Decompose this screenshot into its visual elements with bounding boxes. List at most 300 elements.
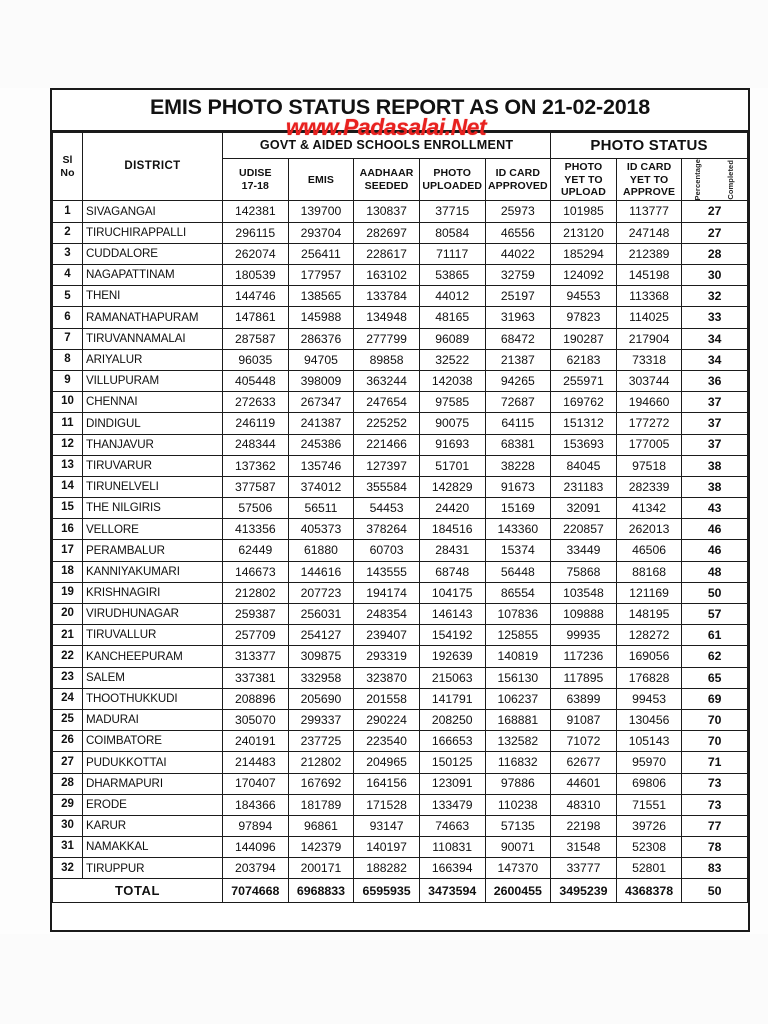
cell-photo-yet: 94553 <box>551 286 617 307</box>
table-row <box>53 476 748 497</box>
cell-sl-no: 7 <box>53 328 83 349</box>
cell-photo-yet: 190287 <box>551 328 617 349</box>
cell-photo-yet: 169762 <box>551 392 617 413</box>
cell-id-approved: 44022 <box>485 243 551 264</box>
cell-district: CUDDALORE <box>83 243 223 264</box>
cell-district: TIRUVALLUR <box>83 625 223 646</box>
cell-id-yet: 212389 <box>616 243 682 264</box>
cell-aadhaar: 171528 <box>354 794 420 815</box>
cell-udise: 413356 <box>223 519 289 540</box>
cell-aadhaar: 223540 <box>354 731 420 752</box>
table-row <box>53 794 748 815</box>
cell-id-yet: 46506 <box>616 540 682 561</box>
cell-udise: 144746 <box>223 286 289 307</box>
cell-sl-no: 31 <box>53 837 83 858</box>
cell-photo-yet: 220857 <box>551 519 617 540</box>
cell-photo-uploaded: 53865 <box>419 265 485 286</box>
cell-id-approved: 32759 <box>485 265 551 286</box>
cell-aadhaar: 89858 <box>354 349 420 370</box>
title-band <box>52 90 748 140</box>
cell-percentage: 70 <box>682 731 748 752</box>
cell-district: TIRUCHIRAPPALLI <box>83 222 223 243</box>
cell-udise: 262074 <box>223 243 289 264</box>
cell-sl-no: 1 <box>53 201 83 222</box>
cell-emis: 167692 <box>288 773 354 794</box>
cell-aadhaar: 293319 <box>354 646 420 667</box>
cell-photo-uploaded: 208250 <box>419 709 485 730</box>
cell-udise: 287587 <box>223 328 289 349</box>
cell-id-yet: 114025 <box>616 307 682 328</box>
cell-percentage: 73 <box>682 794 748 815</box>
cell-udise: 377587 <box>223 476 289 497</box>
cell-photo-yet: 213120 <box>551 222 617 243</box>
cell-percentage: 46 <box>682 519 748 540</box>
cell-district: SALEM <box>83 667 223 688</box>
cell-district: RAMANATHAPURAM <box>83 307 223 328</box>
cell-photo-uploaded: 68748 <box>419 561 485 582</box>
cell-udise: 246119 <box>223 413 289 434</box>
cell-id-yet: 177272 <box>616 413 682 434</box>
cell-district: PUDUKKOTTAI <box>83 752 223 773</box>
cell-total-emis: 6968833 <box>288 879 354 903</box>
cell-emis: 144616 <box>288 561 354 582</box>
cell-id-approved: 143360 <box>485 519 551 540</box>
cell-photo-yet: 231183 <box>551 476 617 497</box>
cell-photo-uploaded: 74663 <box>419 815 485 836</box>
cell-district: ERODE <box>83 794 223 815</box>
cell-id-yet: 52801 <box>616 858 682 879</box>
cell-sl-no: 9 <box>53 370 83 391</box>
cell-id-approved: 106237 <box>485 688 551 709</box>
cell-total-aadhaar: 6595935 <box>354 879 420 903</box>
cell-photo-yet: 103548 <box>551 582 617 603</box>
cell-percentage: 73 <box>682 773 748 794</box>
header-photo-uploaded-line1: PHOTO <box>433 167 472 180</box>
cell-percentage: 34 <box>682 328 748 349</box>
cell-id-yet: 177005 <box>616 434 682 455</box>
cell-id-approved: 94265 <box>485 370 551 391</box>
cell-photo-uploaded: 32522 <box>419 349 485 370</box>
cell-aadhaar: 204965 <box>354 752 420 773</box>
cell-id-yet: 303744 <box>616 370 682 391</box>
cell-percentage: 27 <box>682 201 748 222</box>
cell-sl-no: 32 <box>53 858 83 879</box>
cell-id-approved: 90071 <box>485 837 551 858</box>
cell-district: VILLUPURAM <box>83 370 223 391</box>
cell-aadhaar: 323870 <box>354 667 420 688</box>
cell-photo-yet: 124092 <box>551 265 617 286</box>
table-row <box>53 455 748 476</box>
table-body <box>53 201 748 903</box>
cell-id-yet: 262013 <box>616 519 682 540</box>
cell-emis: 56511 <box>288 498 354 519</box>
header-photo-uploaded <box>419 159 485 201</box>
cell-photo-uploaded: 184516 <box>419 519 485 540</box>
cell-emis: 139700 <box>288 201 354 222</box>
table-row <box>53 328 748 349</box>
cell-district: DINDIGUL <box>83 413 223 434</box>
cell-percentage: 83 <box>682 858 748 879</box>
cell-photo-uploaded: 141791 <box>419 688 485 709</box>
cell-percentage: 65 <box>682 667 748 688</box>
cell-udise: 296115 <box>223 222 289 243</box>
cell-district: ARIYALUR <box>83 349 223 370</box>
emis-photo-status-table <box>52 132 748 903</box>
cell-id-approved: 72687 <box>485 392 551 413</box>
table-row <box>53 604 748 625</box>
table-row <box>53 688 748 709</box>
cell-district: KRISHNAGIRI <box>83 582 223 603</box>
table-row <box>53 773 748 794</box>
header-aadhaar-seeded <box>354 159 420 201</box>
cell-emis: 332958 <box>288 667 354 688</box>
cell-photo-yet: 22198 <box>551 815 617 836</box>
cell-district: MADURAI <box>83 709 223 730</box>
cell-percentage: 70 <box>682 709 748 730</box>
cell-percentage: 43 <box>682 498 748 519</box>
cell-udise: 214483 <box>223 752 289 773</box>
cell-sl-no: 23 <box>53 667 83 688</box>
cell-district: TIRUPPUR <box>83 858 223 879</box>
cell-id-approved: 31963 <box>485 307 551 328</box>
cell-photo-yet: 62677 <box>551 752 617 773</box>
cell-photo-yet: 48310 <box>551 794 617 815</box>
cell-emis: 267347 <box>288 392 354 413</box>
cell-id-yet: 41342 <box>616 498 682 519</box>
cell-sl-no: 24 <box>53 688 83 709</box>
cell-id-approved: 91673 <box>485 476 551 497</box>
cell-percentage: 36 <box>682 370 748 391</box>
cell-id-approved: 132582 <box>485 731 551 752</box>
table-row <box>53 582 748 603</box>
cell-id-approved: 21387 <box>485 349 551 370</box>
cell-sl-no: 16 <box>53 519 83 540</box>
header-id-card-yet-to-approve <box>616 159 682 201</box>
cell-district: TIRUVANNAMALAI <box>83 328 223 349</box>
cell-id-approved: 38228 <box>485 455 551 476</box>
cell-photo-uploaded: 90075 <box>419 413 485 434</box>
cell-percentage: 37 <box>682 413 748 434</box>
cell-emis: 299337 <box>288 709 354 730</box>
cell-photo-yet: 33449 <box>551 540 617 561</box>
cell-id-yet: 282339 <box>616 476 682 497</box>
cell-id-yet: 128272 <box>616 625 682 646</box>
cell-emis: 138565 <box>288 286 354 307</box>
cell-emis: 61880 <box>288 540 354 561</box>
cell-aadhaar: 201558 <box>354 688 420 709</box>
cell-percentage: 62 <box>682 646 748 667</box>
cell-district: SIVAGANGAI <box>83 201 223 222</box>
cell-total-percentage: 50 <box>682 879 748 903</box>
cell-photo-uploaded: 142829 <box>419 476 485 497</box>
cell-sl-no: 6 <box>53 307 83 328</box>
cell-photo-uploaded: 146143 <box>419 604 485 625</box>
cell-total-id-yet: 4368378 <box>616 879 682 903</box>
cell-udise: 257709 <box>223 625 289 646</box>
table-row <box>53 646 748 667</box>
cell-district: KANCHEEPURAM <box>83 646 223 667</box>
cell-photo-yet: 109888 <box>551 604 617 625</box>
cell-sl-no: 14 <box>53 476 83 497</box>
cell-emis: 177957 <box>288 265 354 286</box>
cell-district: KARUR <box>83 815 223 836</box>
cell-photo-uploaded: 166394 <box>419 858 485 879</box>
table-total-row <box>53 879 748 903</box>
table-row <box>53 709 748 730</box>
cell-id-yet: 95970 <box>616 752 682 773</box>
cell-photo-uploaded: 48165 <box>419 307 485 328</box>
table-row <box>53 752 748 773</box>
cell-id-yet: 194660 <box>616 392 682 413</box>
cell-percentage: 30 <box>682 265 748 286</box>
cell-total-label: TOTAL <box>53 879 223 903</box>
cell-emis: 135746 <box>288 455 354 476</box>
cell-aadhaar: 277799 <box>354 328 420 349</box>
cell-sl-no: 25 <box>53 709 83 730</box>
cell-emis: 405373 <box>288 519 354 540</box>
cell-district: VELLORE <box>83 519 223 540</box>
cell-aadhaar: 127397 <box>354 455 420 476</box>
cell-percentage: 69 <box>682 688 748 709</box>
cell-emis: 256031 <box>288 604 354 625</box>
cell-percentage: 38 <box>682 476 748 497</box>
cell-district: THENI <box>83 286 223 307</box>
cell-photo-uploaded: 215063 <box>419 667 485 688</box>
cell-udise: 208896 <box>223 688 289 709</box>
cell-emis: 245386 <box>288 434 354 455</box>
cell-udise: 272633 <box>223 392 289 413</box>
cell-emis: 200171 <box>288 858 354 879</box>
table-row <box>53 540 748 561</box>
cell-photo-uploaded: 96089 <box>419 328 485 349</box>
cell-aadhaar: 247654 <box>354 392 420 413</box>
cell-aadhaar: 134948 <box>354 307 420 328</box>
cell-id-yet: 52308 <box>616 837 682 858</box>
cell-emis: 256411 <box>288 243 354 264</box>
cell-id-yet: 121169 <box>616 582 682 603</box>
cell-photo-uploaded: 192639 <box>419 646 485 667</box>
cell-photo-uploaded: 133479 <box>419 794 485 815</box>
header-emis: EMIS <box>288 159 354 201</box>
cell-total-udise: 7074668 <box>223 879 289 903</box>
cell-emis: 237725 <box>288 731 354 752</box>
cell-photo-yet: 91087 <box>551 709 617 730</box>
table-row <box>53 307 748 328</box>
cell-id-approved: 140819 <box>485 646 551 667</box>
cell-sl-no: 28 <box>53 773 83 794</box>
cell-emis: 94705 <box>288 349 354 370</box>
cell-district: NAGAPATTINAM <box>83 265 223 286</box>
cell-aadhaar: 221466 <box>354 434 420 455</box>
cell-id-yet: 113777 <box>616 201 682 222</box>
header-udise <box>223 159 289 201</box>
table-row <box>53 815 748 836</box>
header-photo-yet-to-upload <box>551 159 617 201</box>
page-title: EMIS PHOTO STATUS REPORT AS ON 21-02-2018 <box>150 95 650 119</box>
cell-id-approved: 15169 <box>485 498 551 519</box>
cell-percentage: 71 <box>682 752 748 773</box>
cell-id-yet: 105143 <box>616 731 682 752</box>
cell-udise: 142381 <box>223 201 289 222</box>
cell-percentage: 61 <box>682 625 748 646</box>
cell-emis: 398009 <box>288 370 354 391</box>
cell-photo-uploaded: 104175 <box>419 582 485 603</box>
cell-total-id-approved: 2600455 <box>485 879 551 903</box>
header-group-row <box>53 133 748 159</box>
table-row <box>53 349 748 370</box>
report-document <box>50 88 750 932</box>
table-row <box>53 392 748 413</box>
table-row <box>53 731 748 752</box>
table-row <box>53 370 748 391</box>
cell-percentage: 27 <box>682 222 748 243</box>
table-header <box>53 133 748 201</box>
cell-photo-yet: 84045 <box>551 455 617 476</box>
cell-photo-yet: 63899 <box>551 688 617 709</box>
header-aadhaar-line1: AADHAAR <box>359 167 414 180</box>
cell-id-approved: 97886 <box>485 773 551 794</box>
cell-sl-no: 18 <box>53 561 83 582</box>
cell-id-approved: 147370 <box>485 858 551 879</box>
cell-id-approved: 15374 <box>485 540 551 561</box>
cell-emis: 374012 <box>288 476 354 497</box>
cell-photo-yet: 97823 <box>551 307 617 328</box>
cell-total-photo-yet: 3495239 <box>551 879 617 903</box>
cell-id-yet: 69806 <box>616 773 682 794</box>
table-row <box>53 498 748 519</box>
table-row <box>53 837 748 858</box>
cell-sl-no: 27 <box>53 752 83 773</box>
cell-aadhaar: 54453 <box>354 498 420 519</box>
cell-sl-no: 26 <box>53 731 83 752</box>
cell-sl-no: 11 <box>53 413 83 434</box>
cell-sl-no: 30 <box>53 815 83 836</box>
cell-id-approved: 168881 <box>485 709 551 730</box>
cell-emis: 142379 <box>288 837 354 858</box>
cell-udise: 137362 <box>223 455 289 476</box>
cell-sl-no: 4 <box>53 265 83 286</box>
cell-photo-yet: 153693 <box>551 434 617 455</box>
cell-sl-no: 12 <box>53 434 83 455</box>
header-sl-no-line1: Sl <box>62 154 73 167</box>
header-photo-yet-line3: UPLOAD <box>560 185 606 198</box>
cell-aadhaar: 143555 <box>354 561 420 582</box>
cell-aadhaar: 248354 <box>354 604 420 625</box>
cell-district: THANJAVUR <box>83 434 223 455</box>
cell-id-approved: 56448 <box>485 561 551 582</box>
cell-aadhaar: 164156 <box>354 773 420 794</box>
cell-photo-yet: 117236 <box>551 646 617 667</box>
cell-percentage: 46 <box>682 540 748 561</box>
cell-sl-no: 20 <box>53 604 83 625</box>
cell-id-yet: 39726 <box>616 815 682 836</box>
cell-udise: 248344 <box>223 434 289 455</box>
cell-id-approved: 46556 <box>485 222 551 243</box>
cell-photo-yet: 71072 <box>551 731 617 752</box>
cell-emis: 207723 <box>288 582 354 603</box>
cell-district: THE NILGIRIS <box>83 498 223 519</box>
cell-id-yet: 247148 <box>616 222 682 243</box>
cell-percentage: 37 <box>682 434 748 455</box>
cell-id-approved: 156130 <box>485 667 551 688</box>
cell-udise: 144096 <box>223 837 289 858</box>
cell-sl-no: 3 <box>53 243 83 264</box>
cell-photo-uploaded: 80584 <box>419 222 485 243</box>
header-sl-no-line2: No <box>60 166 75 179</box>
cell-percentage: 77 <box>682 815 748 836</box>
cell-id-approved: 68472 <box>485 328 551 349</box>
header-id-card-approved-line1: ID CARD <box>495 167 541 180</box>
cell-photo-uploaded: 71117 <box>419 243 485 264</box>
cell-photo-uploaded: 154192 <box>419 625 485 646</box>
table-row <box>53 434 748 455</box>
cell-id-approved: 25197 <box>485 286 551 307</box>
cell-id-approved: 107836 <box>485 604 551 625</box>
cell-emis: 96861 <box>288 815 354 836</box>
cell-udise: 313377 <box>223 646 289 667</box>
cell-aadhaar: 140197 <box>354 837 420 858</box>
header-udise-line2: 17-18 <box>241 179 269 192</box>
header-sl-no <box>53 133 83 201</box>
cell-id-yet: 145198 <box>616 265 682 286</box>
cell-aadhaar: 355584 <box>354 476 420 497</box>
cell-udise: 147861 <box>223 307 289 328</box>
cell-id-yet: 169056 <box>616 646 682 667</box>
cell-sl-no: 5 <box>53 286 83 307</box>
cell-emis: 212802 <box>288 752 354 773</box>
header-id-card-approved-line2: APPROVED <box>487 179 548 192</box>
cell-photo-uploaded: 91693 <box>419 434 485 455</box>
table-row <box>53 858 748 879</box>
cell-district: TIRUVARUR <box>83 455 223 476</box>
cell-sl-no: 21 <box>53 625 83 646</box>
cell-emis: 309875 <box>288 646 354 667</box>
cell-aadhaar: 290224 <box>354 709 420 730</box>
table-row <box>53 625 748 646</box>
cell-id-approved: 125855 <box>485 625 551 646</box>
cell-id-approved: 110238 <box>485 794 551 815</box>
cell-photo-uploaded: 166653 <box>419 731 485 752</box>
table-row <box>53 561 748 582</box>
cell-photo-yet: 33777 <box>551 858 617 879</box>
cell-district: KANNIYAKUMARI <box>83 561 223 582</box>
cell-photo-uploaded: 24420 <box>419 498 485 519</box>
cell-district: PERAMBALUR <box>83 540 223 561</box>
cell-district: COIMBATORE <box>83 731 223 752</box>
cell-udise: 259387 <box>223 604 289 625</box>
cell-udise: 146673 <box>223 561 289 582</box>
cell-aadhaar: 363244 <box>354 370 420 391</box>
cell-id-approved: 64115 <box>485 413 551 434</box>
cell-id-approved: 57135 <box>485 815 551 836</box>
cell-id-yet: 176828 <box>616 667 682 688</box>
cell-photo-uploaded: 51701 <box>419 455 485 476</box>
cell-udise: 62449 <box>223 540 289 561</box>
cell-aadhaar: 228617 <box>354 243 420 264</box>
table-row <box>53 201 748 222</box>
cell-photo-uploaded: 37715 <box>419 201 485 222</box>
header-id-yet-line2: YET TO <box>629 173 669 186</box>
cell-district: THOOTHUKKUDI <box>83 688 223 709</box>
cell-photo-uploaded: 123091 <box>419 773 485 794</box>
cell-percentage: 57 <box>682 604 748 625</box>
cell-udise: 184366 <box>223 794 289 815</box>
cell-udise: 240191 <box>223 731 289 752</box>
cell-emis: 181789 <box>288 794 354 815</box>
cell-aadhaar: 60703 <box>354 540 420 561</box>
cell-id-yet: 97518 <box>616 455 682 476</box>
header-percentage-vertical-wrap <box>682 159 747 200</box>
